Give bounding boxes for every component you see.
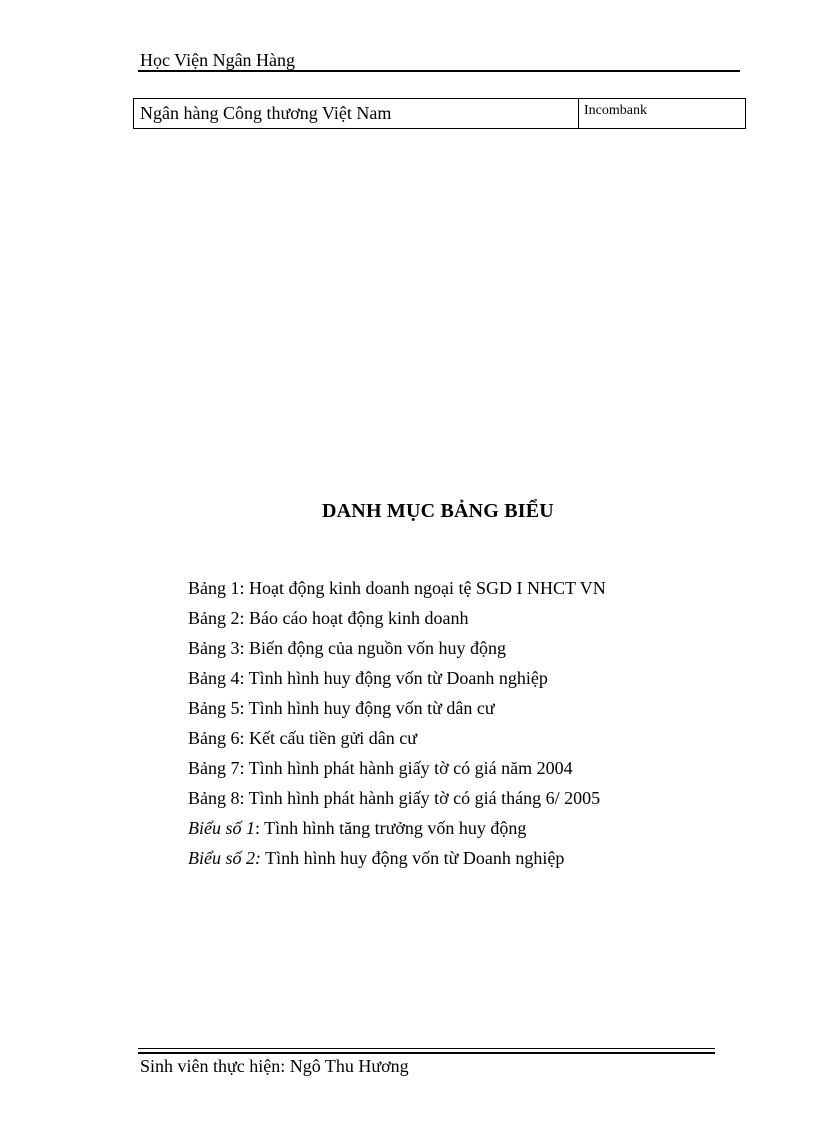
list-item-prefix: Bảng 2: bbox=[188, 608, 245, 628]
footer-author: Sinh viên thực hiện: Ngô Thu Hương bbox=[140, 1056, 409, 1076]
bank-table bbox=[133, 98, 746, 129]
list-item-prefix: Biểu số 1 bbox=[188, 818, 255, 838]
list-item-text: Tình hình huy động vốn từ Doanh nghiệp bbox=[244, 668, 548, 688]
list-item-text: Tình hình phát hành giấy tờ có giá năm 2004 bbox=[244, 758, 573, 778]
list-item-text: : Tình hình tăng trưởng vốn huy động bbox=[255, 818, 527, 838]
list-item bbox=[188, 607, 606, 637]
list-item-text: Hoạt động kinh doanh ngoại tệ SGD I NHCT VN bbox=[244, 578, 606, 598]
document-title: DANH MỤC BẢNG BIỂU bbox=[322, 500, 554, 522]
list-item-prefix: Biểu số 2: bbox=[188, 848, 261, 868]
list-item bbox=[188, 787, 606, 817]
footer-rule bbox=[138, 1048, 715, 1049]
list-item bbox=[188, 847, 606, 877]
bank-code-cell: Incombank bbox=[584, 103, 647, 118]
list-item bbox=[188, 577, 606, 607]
list-item-text: Tình hình phát hành giấy tờ có giá tháng 6/ 2005 bbox=[244, 788, 601, 808]
list-item-text: Báo cáo hoạt động kinh doanh bbox=[244, 608, 469, 628]
list-item bbox=[188, 727, 606, 757]
list-item-text: Kết cấu tiền gửi dân cư bbox=[244, 728, 417, 748]
list-item-prefix: Bảng 3: bbox=[188, 638, 245, 658]
table-list bbox=[188, 577, 606, 877]
list-item-prefix: Bảng 4: bbox=[188, 668, 245, 688]
header-institution: Học Viện Ngân Hàng bbox=[140, 50, 296, 70]
list-item-text: Tình hình huy động vốn từ dân cư bbox=[244, 698, 495, 718]
list-item bbox=[188, 667, 606, 697]
bank-name-cell: Ngân hàng Công thương Việt Nam bbox=[134, 99, 579, 128]
list-item-prefix: Bảng 6: bbox=[188, 728, 245, 748]
list-item bbox=[188, 817, 606, 847]
list-item bbox=[188, 637, 606, 667]
list-item-prefix: Bảng 5: bbox=[188, 698, 245, 718]
list-item-prefix: Bảng 8: bbox=[188, 788, 245, 808]
list-item-text: Biến động của nguồn vốn huy động bbox=[244, 638, 506, 658]
list-item-text: Tình hình huy động vốn từ Doanh nghiệp bbox=[260, 848, 565, 868]
list-item-prefix: Bảng 7: bbox=[188, 758, 245, 778]
list-item-prefix: Bảng 1: bbox=[188, 578, 245, 598]
list-item bbox=[188, 757, 606, 787]
list-item bbox=[188, 697, 606, 727]
footer-rule bbox=[138, 1052, 715, 1054]
header-rule bbox=[138, 70, 740, 72]
